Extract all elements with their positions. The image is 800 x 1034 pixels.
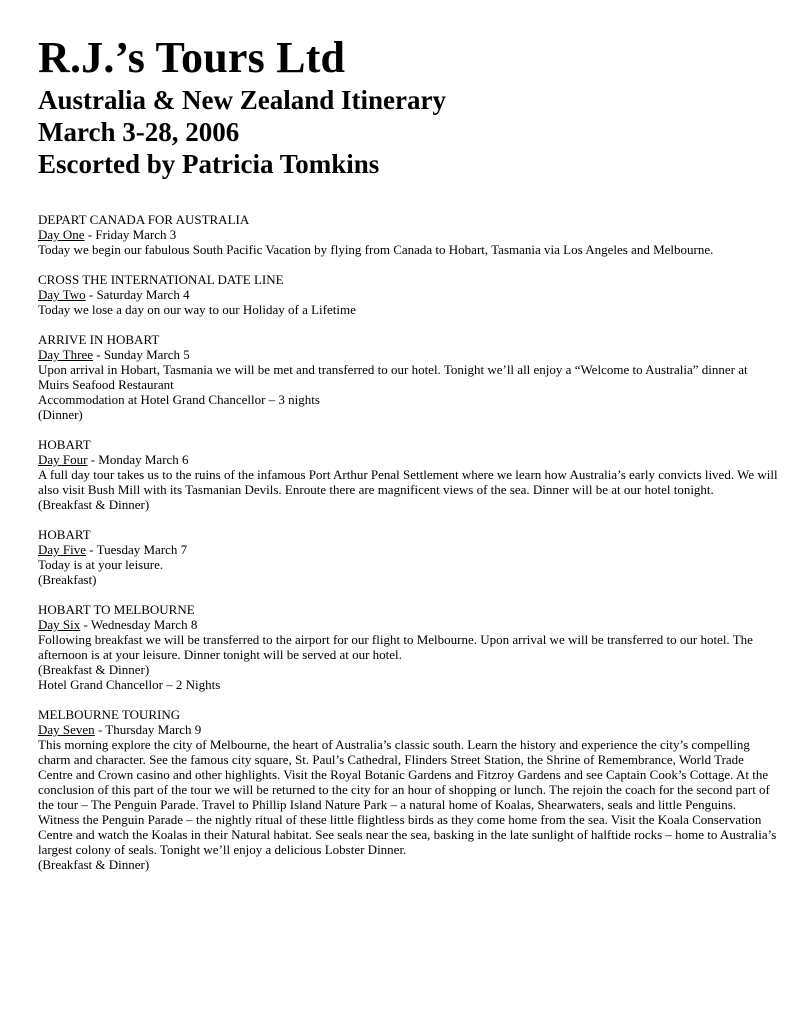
day-section (38, 212, 778, 257)
day-date: - Friday March 3 (84, 227, 177, 242)
day-date: - Thursday March 9 (94, 722, 202, 737)
itinerary-days (38, 212, 778, 872)
day-heading: DEPART CANADA FOR AUSTRALIA (38, 212, 250, 227)
day-date: - Sunday March 5 (92, 347, 190, 362)
day-date: - Tuesday March 7 (86, 542, 188, 557)
day-date: - Saturday March 4 (85, 287, 190, 302)
day-description: Today is at your leisure. (38, 557, 164, 572)
day-number: Day Five (38, 542, 87, 557)
day-description: Hotel Grand Chancellor – 2 Nights (38, 677, 221, 692)
day-description: Following breakfast we will be transferred to the airport for our flight to Melbourne. Upon arrival we will be transferred to our hotel. The afternoon is at your leisure. Dinner tonight will be served at our hotel. (38, 632, 753, 662)
day-number: Day One (38, 227, 85, 242)
day-section (38, 272, 778, 317)
day-description: This morning explore the city of Melbourne, the heart of Australia’s classic south. Learn the history and experience the city’s compelling charm and character. See the famous city square, St. Paul’s Cathedral, Flinders Street Station, the Shrine of Remembrance, World Trade Centre and Crown casino and other highlights. Visit the Royal Botanic Gardens and Fitzroy Gardens and see Captain Cook’s Cottage. At the conclusion of this part of the tour we will be returned to the city for an hour of shopping or lunch. The rejoin the coach for the second part of the tour – The Penguin Parade. Travel to Phillip Island Nature Park – a natural home of Koalas, Shearwaters, seals and little Penguins. Witness the Penguin Parade – the nightly ritual of these little flightless birds as they come home from the sea. Visit the Koala Conservation Centre and watch the Koalas in their Natural habitat. See seals near the sea, basking in the late sunlight of halftide rocks – home to Australia’s largest colony of seals. Tonight we’ll enjoy a delicious Lobster Dinner. (38, 737, 777, 857)
day-number: Day Four (38, 452, 88, 467)
itinerary-escort: Escorted by Patricia Tomkins (38, 149, 380, 179)
day-section (38, 437, 778, 512)
day-number: Day Seven (38, 722, 95, 737)
day-section (38, 332, 778, 422)
day-number: Day Six (38, 617, 81, 632)
day-date-line (38, 287, 778, 302)
day-section (38, 602, 778, 692)
day-heading: CROSS THE INTERNATIONAL DATE LINE (38, 272, 284, 287)
itinerary-subtitle: Australia & New Zealand Itinerary (38, 85, 446, 115)
day-date: - Wednesday March 8 (80, 617, 198, 632)
day-date-line (38, 542, 778, 557)
day-description: (Breakfast & Dinner) (38, 497, 150, 512)
day-date-line (38, 347, 778, 362)
day-section (38, 707, 778, 872)
itinerary-document (38, 32, 778, 887)
day-number: Day Two (38, 287, 86, 302)
day-date-line (38, 617, 778, 632)
day-section (38, 527, 778, 587)
day-date: - Monday March 6 (87, 452, 189, 467)
day-description: (Breakfast & Dinner) (38, 662, 150, 677)
day-description: A full day tour takes us to the ruins of the infamous Port Arthur Penal Settlement where we learn how Australia’s early convicts lived. We will also visit Bush Mill with its Tasmanian Devils. Enroute there are magnificent views of the sea. Dinner will be at our hotel tonight. (38, 467, 778, 497)
day-heading: ARRIVE IN HOBART (38, 332, 160, 347)
day-description: (Breakfast & Dinner) (38, 857, 150, 872)
day-date-line (38, 452, 778, 467)
day-heading: HOBART TO MELBOURNE (38, 602, 195, 617)
day-heading: MELBOURNE TOURING (38, 707, 181, 722)
day-description: Upon arrival in Hobart, Tasmania we will be met and transferred to our hotel. Tonight we’ll all enjoy a “Welcome to Australia” dinner at Muirs Seafood Restaurant (38, 362, 748, 392)
day-date-line (38, 227, 778, 242)
day-heading: HOBART (38, 527, 91, 542)
day-description: Today we begin our fabulous South Pacific Vacation by flying from Canada to Hobart, Tasmania via Los Angeles and Melbourne. (38, 242, 714, 257)
day-number: Day Three (38, 347, 93, 362)
day-description: Accommodation at Hotel Grand Chancellor – 3 nights (38, 392, 320, 407)
day-description: (Breakfast) (38, 572, 97, 587)
itinerary-dates: March 3-28, 2006 (38, 117, 240, 147)
day-description: (Dinner) (38, 407, 83, 422)
day-heading: HOBART (38, 437, 91, 452)
day-description: Today we lose a day on our way to our Holiday of a Lifetime (38, 302, 356, 317)
company-title: R.J.’s Tours Ltd (38, 33, 346, 82)
day-date-line (38, 722, 778, 737)
